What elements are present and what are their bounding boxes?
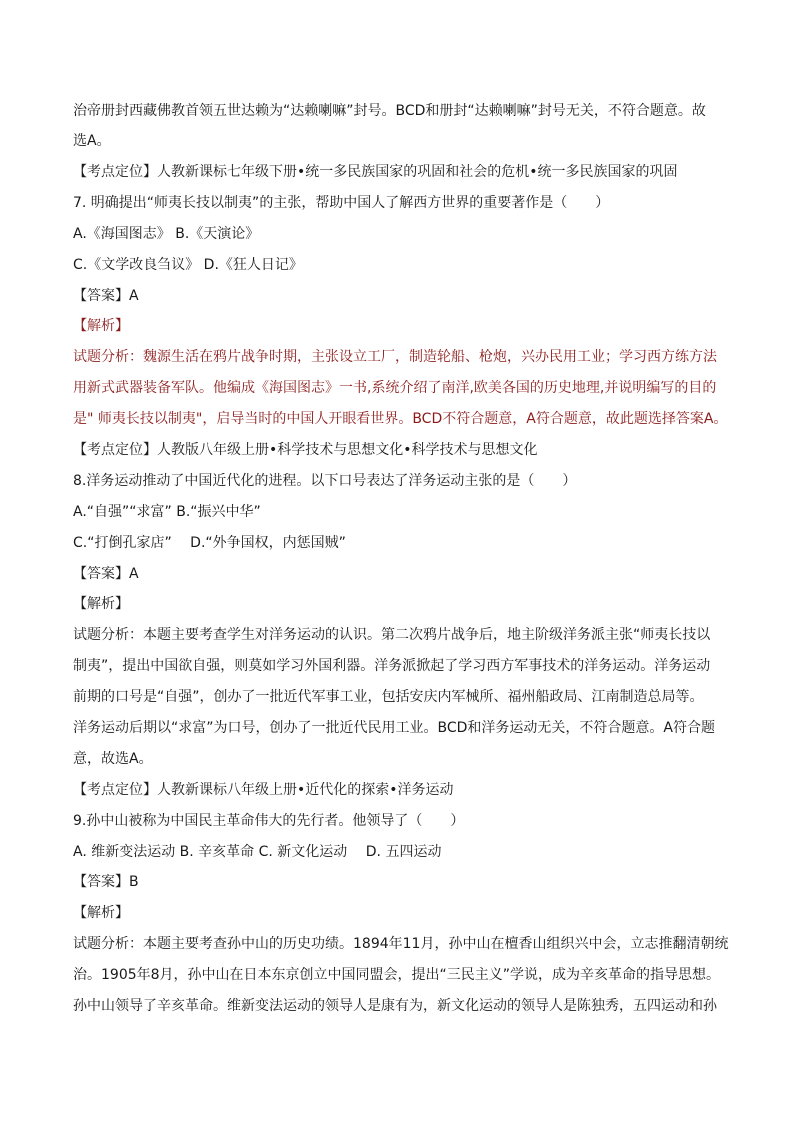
q7-analysis-heading: 【解析】 (73, 318, 129, 334)
q9-analysis-line-1: 试题分析：本题主要考查孙中山的历史功绩。1894年11月，孙中山在檀香山组织兴中会，立志推翻清朝统 (73, 936, 729, 952)
q7-question: 7. 明确提出“师夷长技以制夷”的主张，帮助中国人了解西方世界的重要著作是（ ） (73, 195, 610, 211)
q8-analysis-line-4: 洋务运动后期以“求富”为口号，创办了一批近代民用工业。BCD和洋务运动无关，不符合题意。A符合题 (73, 720, 715, 736)
q7-answer: 【答案】A (73, 288, 139, 304)
q9-analysis-line-3: 孙中山领导了辛亥革命。维新变法运动的领导人是康有为，新文化运动的领导人是陈独秀，五四运动和孙 (73, 998, 717, 1014)
q8-analysis-heading: 【解析】 (73, 596, 129, 612)
q8-options-cd: C.“打倒孔家店” D.“外争国权，内惩国贼” (73, 535, 346, 551)
q6-knowledge-point: 【考点定位】人教新课标七年级下册•统一多民族国家的巩固和社会的危机•统一多民族国家的巩固 (73, 164, 678, 180)
q7-options-cd: C.《文学改良刍议》 D.《狂人日记》 (73, 257, 303, 273)
q8-knowledge-point: 【考点定位】人教新课标八年级上册•近代化的探索•洋务运动 (73, 782, 454, 798)
q8-analysis-line-1: 试题分析：本题主要考查学生对洋务运动的认识。第二次鸦片战争后，地主阶级洋务派主张“师夷长技以 (73, 627, 711, 643)
q7-analysis-line-3: 是" 师夷长技以制夷"，启导当时的中国人开眼看世界。BCD不符合题意，A符合题意，故此题选择答案A。 (73, 411, 728, 427)
q8-options-ab: A.“自强”“求富” B.“振兴中华” (73, 504, 261, 520)
q9-options: A. 维新变法运动 B. 辛亥革命 C. 新文化运动 D. 五四运动 (73, 844, 442, 860)
q8-question: 8.洋务运动推动了中国近代化的进程。以下口号表达了洋务运动主张的是（ ） (73, 473, 577, 489)
q8-analysis-line-5: 意，故选A。 (73, 751, 153, 767)
q7-knowledge-point: 【考点定位】人教版八年级上册•科学技术与思想文化•科学技术与思想文化 (73, 442, 538, 458)
q9-answer: 【答案】B (73, 874, 139, 890)
q8-analysis-line-2: 制夷”，提出中国欲自强，则莫如学习外国利器。洋务派掀起了学习西方军事技术的洋务运动。洋务运动 (73, 658, 711, 674)
q7-analysis-line-2: 用新式武器装备军队。他编成《海国图志》一书,系统介绍了南洋,欧美各国的历史地理,并说明编写的目的 (73, 380, 717, 396)
q9-question: 9.孙中山被称为中国民主革命伟大的先行者。他领导了（ ） (73, 813, 465, 829)
q9-analysis-line-2: 治。1905年8月，孙中山在日本东京创立中国同盟会，提出“三民主义”学说，成为辛亥革命的指导思想。 (73, 967, 721, 983)
q7-options-ab: A.《海国图志》 B.《天演论》 (73, 226, 260, 242)
q6-analysis-line-1: 治帝册封西藏佛教首领五世达赖为“达赖喇嘛”封号。BCD和册封“达赖喇嘛”封号无关，不符合题意。故 (73, 103, 706, 119)
q8-analysis-line-3: 前期的口号是“自强”，创办了一批近代军事工业，包括安庆内军械所、福州船政局、江南制造总局等。 (73, 689, 704, 705)
q9-analysis-heading: 【解析】 (73, 905, 129, 921)
q7-analysis-line-1: 试题分析：魏源生活在鸦片战争时期，主张设立工厂，制造轮船、枪炮，兴办民用工业；学习西方练方法 (73, 349, 717, 365)
q8-answer: 【答案】A (73, 566, 139, 582)
q6-analysis-line-2: 选A。 (73, 133, 111, 149)
